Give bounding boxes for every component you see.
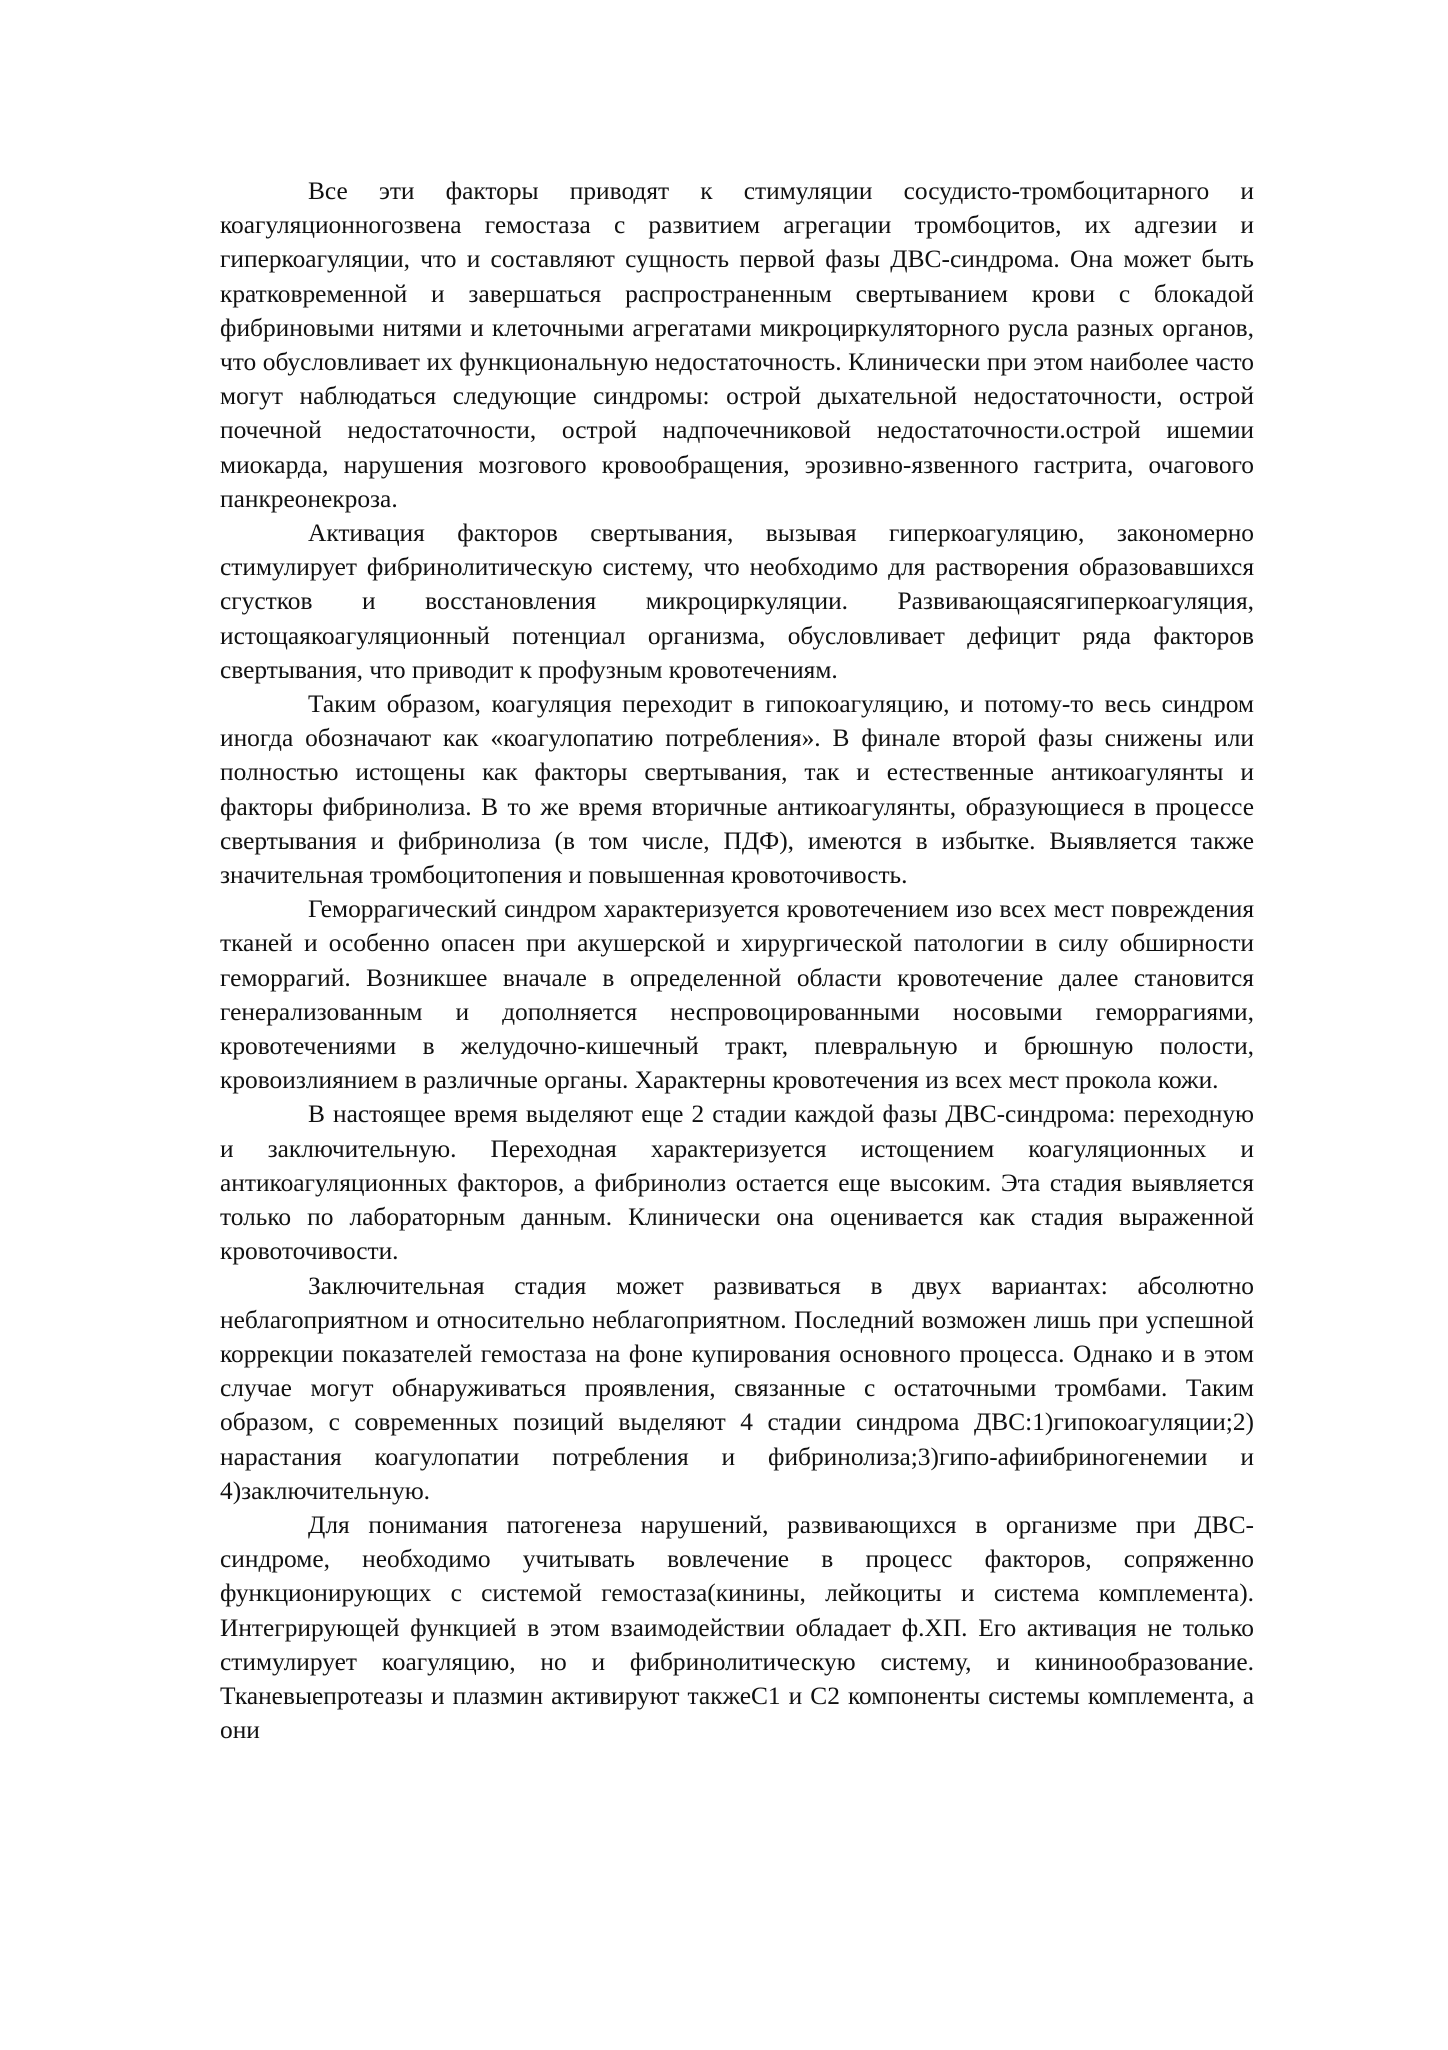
paragraph-final-stage: Заключительная стадия может развиваться в двух вариантах: абсолютно неблагоприятном и относительно неблагоприятном. Последний возможен лишь при успешной коррекции показателей гемостаза на фоне купирования основного процесса. Однако и в этом случае могут обнаруживаться проявления, связанные с остаточными тромбами. Таким образом, с современных позиций выделяют 4 стадии синдрома ДВС:1)гипокоагуляции;2) нарастания коагулопатии потребления и фибринолиза;3)гипо-афиибриногенемии и 4)заключительную. [220,1271,1254,1505]
paragraph-transitional-stage: В настоящее время выделяют еще 2 стадии каждой фазы ДВС-синдрома: переходную и заключительную. Переходная характеризуется истощением коагуляционных и антикоагуляционных факторов, а фибринолиз остается еще высоким. Эта стадия выявляется только по лабораторным данным. Клинически она оценивается как стадия выраженной кровоточивости. [220,1100,1254,1266]
paragraph-dic-first-phase: Все эти факторы приводят к стимуляции сосудисто-тромбоцитарного и коагуляционногозвена гемостаза с развитием агрегации тромбоцитов, их адгезии и гиперкоагуляции, что и составляют сущность первой фазы ДВС-синдрома. Она может быть кратковременной и завершаться распространенным свертыванием крови с блокадой фибриновыми нитями и клеточными агрегатами микроциркуляторного русла разных органов, что обусловливает их функциональную недостаточность. Клинически при этом наиболее часто могут наблюдаться следующие синдромы: острой дыхательной недостаточности, острой почечной недостаточности, острой надпочечниковой недостаточности.острой ишемии миокарда, нарушения мозгового кровообращения, эрозивно-язвенного гастрита, очагового панкреонекроза. [220,177,1254,513]
paragraph-fibrinolysis-activation: Активация факторов свертывания, вызывая гиперкоагуляцию, закономерно стимулирует фибринолитическую систему, что необходимо для растворения образовавшихся сгустков и восстановления микроциркуляции. Развивающаясягиперкоагуляция, истощаякоагуляционный потенциал организма, обусловливает дефицит ряда факторов свертывания, что приводит к профузным кровотечениям. [220,519,1254,684]
paragraph-pathogenesis: Для понимания патогенеза нарушений, развивающихся в организме при ДВС-синдроме, необходимо учитывать вовлечение в процесс факторов, сопряженно функционирующих с системой гемостаза(кинины, лейкоциты и система комплемента). Интегрирующей функцией в этом взаимодействии обладает ф.ХП. Его активация не только стимулирует коагуляцию, но и фибринолитическую систему, и кининообразование. Тканевыепротеазы и плазмин активируют такжеС1 и С2 компоненты системы комплемента, а они [220,1510,1254,1745]
document-page [220,174,1254,1747]
paragraph-hypocoagulation: Таким образом, коагуляция переходит в гипокоагуляцию, и потому-то весь синдром иногда обозначают как «коагулопатию потребления». В финале второй фазы снижены или полностью истощены как факторы свертывания, так и естественные антикоагулянты и факторы фибринолиза. В то же время вторичные антикоагулянты, образующиеся в процессе свертывания и фибринолиза (в том числе, ПДФ), имеются в избытке. Выявляется также значительная тромбоцитопения и повышенная кровоточивость. [220,690,1254,890]
paragraph-hemorrhagic-syndrome: Геморрагический синдром характеризуется кровотечением изо всех мест повреждения тканей и особенно опасен при акушерской и хирургической патологии в силу обширности геморрагий. Возникшее вначале в определенной области кровотечение далее становится генерализованным и дополняется неспровоцированными носовыми геморрагиями, кровотечениями в желудочно-кишечный тракт, плевральную и брюшную полости, кровоизлиянием в различные органы. Характерны кровотечения из всех мест прокола кожи. [220,895,1254,1095]
